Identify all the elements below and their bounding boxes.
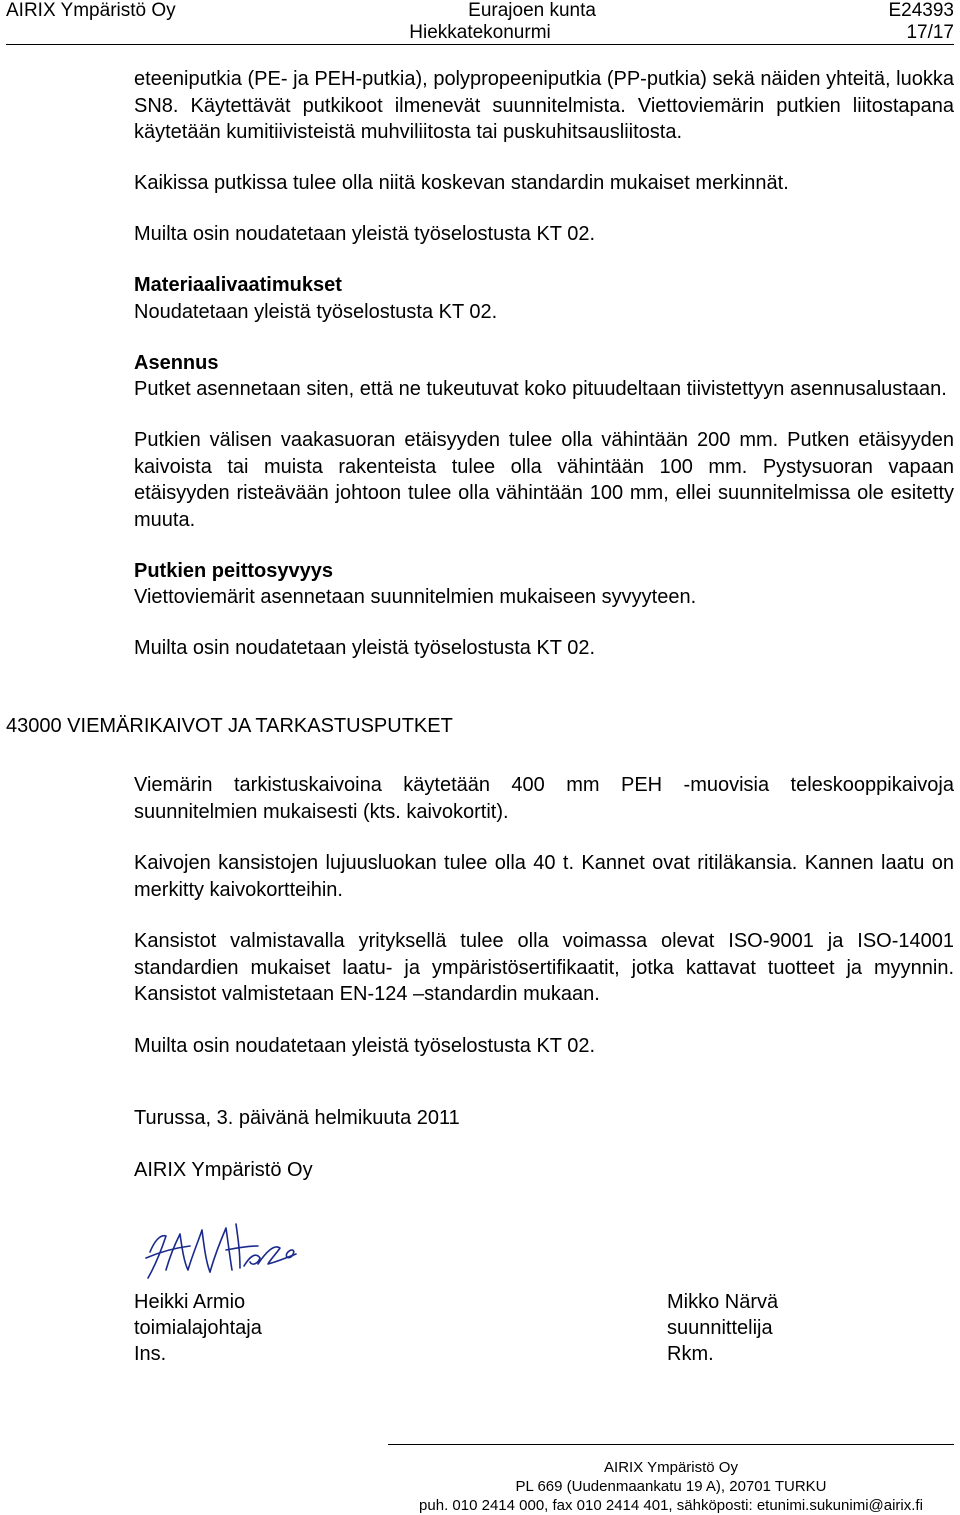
footer-contact: puh. 010 2414 000, fax 010 2414 401, sähköposti: etunimi.sukunimi@airix.fi (419, 1497, 923, 1514)
signer-degree: Rkm. (667, 1343, 714, 1365)
section-materials (134, 272, 954, 325)
header-municipality: Eurajoen kunta (468, 0, 596, 21)
signer-heikki-armio (134, 1289, 262, 1367)
materials-text: Noudatetaan yleistä työselostusta KT 02. (134, 300, 498, 323)
signer-mikko-narva (667, 1289, 778, 1367)
section-cover-depth (134, 558, 954, 611)
header-page-number: 17/17 (906, 22, 954, 43)
section-43000-heading: 43000 VIEMÄRIKAIVOT JA TARKASTUSPUTKET (6, 715, 453, 737)
materials-heading: Materiaalivaatimukset (134, 274, 342, 296)
signing-company: AIRIX Ympäristö Oy (134, 1159, 313, 1181)
signer-name: Heikki Armio (134, 1291, 246, 1313)
installation-text-2: Putkien välisen vaakasuoran etäisyyden tulee olla vähintään 200 mm. Putken etäisyyden kaivoista tai muista rakenteista tulee olla vähintään 100 mm. Pystysuoran vapaan etäisyyden risteävään johtoon tulee olla vähintään 100 mm, ellei suunnitelmissa ole esitetty muuta. (134, 429, 954, 531)
installation-heading: Asennus (134, 351, 219, 374)
section-43000-paragraph-3: Kansistot valmistavalla yrityksellä tulee olla voimassa olevat ISO-9001 ja ISO-14001 standardien mukaiset laatu- ja ympäristösertifikaatit, jotka kattavat tuotteet ja myynnin. Kansistot valmistetaan EN-124 –standardin mukaan. (134, 930, 954, 1005)
signer-title: suunnittelija (667, 1317, 773, 1339)
section-43000-paragraph-1: Viemärin tarkistuskaivoina käytetään 400 mm PEH -muovisia teleskooppikaivoja suunnitelmien mukaisesti (kts. kaivokortit). (134, 774, 954, 823)
header-rule (6, 44, 954, 45)
footer-lines (6, 1458, 954, 1515)
header-row-bottom (6, 22, 954, 44)
footer-address: PL 669 (Uudenmaankatu 19 A), 20701 TURKU (515, 1478, 827, 1495)
section-installation (134, 350, 954, 403)
section-43000-paragraph-2: Kaivojen kansistojen lujuusluokan tulee olla 40 t. Kannet ovat ritiläkansia. Kannen laatu on merkitty kaivokortteihin. (134, 852, 954, 901)
cover-depth-general-reference: Muilta osin noudatetaan yleistä työselostusta KT 02. (134, 637, 596, 659)
signer-name: Mikko Närvä (667, 1291, 779, 1313)
footer-company: AIRIX Ympäristö Oy (604, 1459, 738, 1476)
paragraph-pipe-materials: eteeniputkia (PE- ja PEH-putkia), polypropeeniputkia (PP-putkia) sekä näiden yhteitä, luokka SN8. Käytettävät putkikoot ilmenevät suunnitelmista. Viettoviemärin putkien liitostapana käytetään kumitiivisteistä muhviliitosta tai puskuhitsausliitosta. (134, 68, 954, 143)
handwritten-signature (140, 1212, 300, 1296)
signer-title: toimialajohtaja (134, 1317, 262, 1339)
footer-rule (388, 1444, 954, 1445)
header-project: Hiekkatekonurmi (409, 22, 551, 43)
cover-depth-text: Viettoviemärit asennetaan suunnitelmien mukaiseen syvyyteen. (134, 586, 697, 608)
section-43000-paragraph-4: Muilta osin noudatetaan yleistä työselostusta KT 02. (134, 1034, 596, 1057)
place-date: Turussa, 3. päivänä helmikuuta 2011 (134, 1107, 460, 1129)
body-section-43000 (134, 772, 954, 1084)
header-doc-code: E24393 (888, 0, 954, 21)
paragraph-general-reference: Muilta osin noudatetaan yleistä työselostusta KT 02. (134, 223, 596, 245)
header-company: AIRIX Ympäristö Oy (6, 0, 176, 21)
installation-text-1: Putket asennetaan siten, että ne tukeutuvat koko pituudeltaan tiivistettyyn asennusalustaan. (134, 378, 947, 400)
paragraph-markings: Kaikissa putkissa tulee olla niitä koskevan standardin mukaiset merkinnät. (134, 172, 789, 194)
body-upper (134, 66, 954, 686)
page-header (6, 0, 954, 44)
cover-depth-heading: Putkien peittosyvyys (134, 559, 333, 582)
signer-degree: Ins. (134, 1343, 167, 1365)
header-row-top (6, 0, 954, 22)
